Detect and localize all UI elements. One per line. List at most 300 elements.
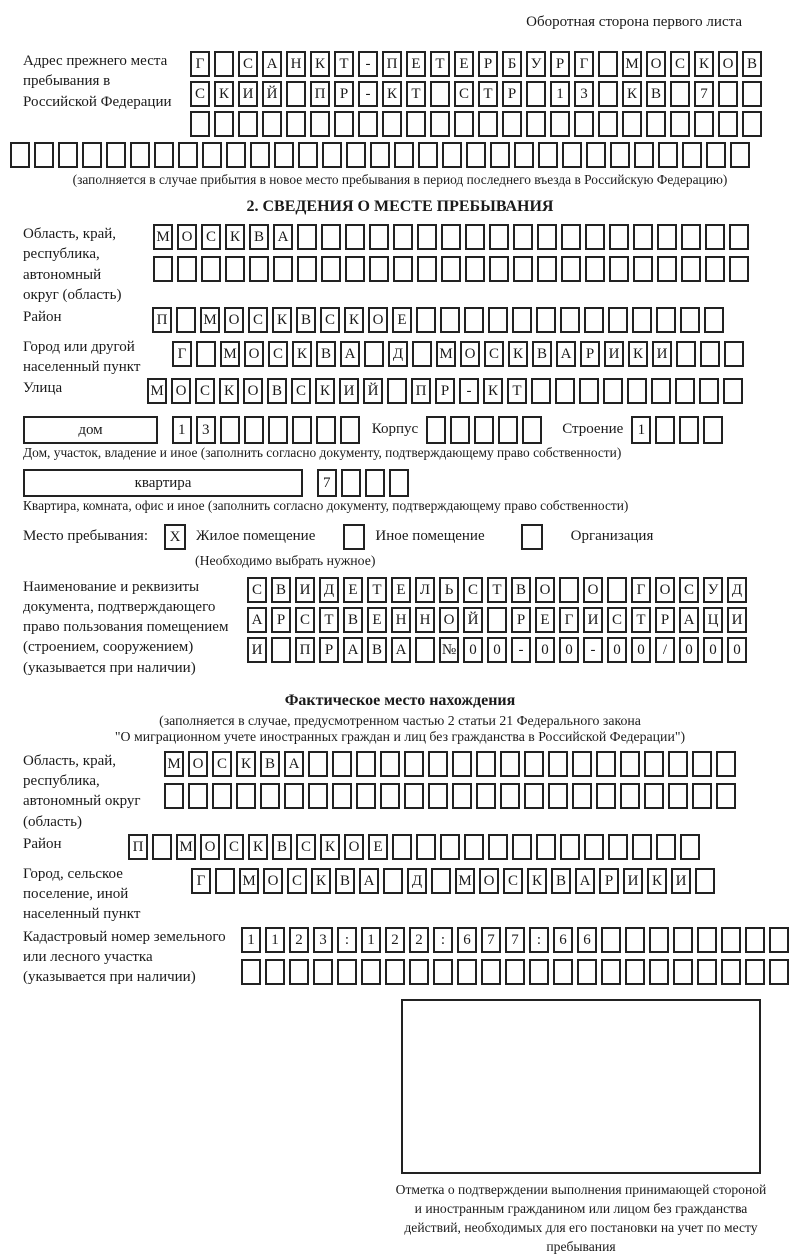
char-cell[interactable] [313,959,333,985]
char-cell[interactable]: 2 [385,927,405,953]
apartment-type-box[interactable]: квартира [23,469,303,497]
char-cell[interactable]: М [200,307,220,333]
char-cell[interactable] [457,959,477,985]
char-cell[interactable]: О [718,51,738,77]
char-cell[interactable]: М [153,224,173,250]
char-cell[interactable] [632,834,652,860]
char-cell[interactable] [130,142,150,168]
char-cell[interactable]: П [411,378,431,404]
char-cell[interactable] [440,307,460,333]
char-cell[interactable] [559,577,579,603]
char-cell[interactable]: А [391,637,411,663]
char-cell[interactable]: 6 [577,927,597,953]
char-cell[interactable]: М [164,751,184,777]
char-cell[interactable] [706,142,726,168]
char-cell[interactable]: Е [343,577,363,603]
char-cell[interactable] [334,111,354,137]
char-cell[interactable] [585,256,605,282]
char-cell[interactable] [356,751,376,777]
char-cell[interactable] [465,224,485,250]
char-cell[interactable]: 2 [289,927,309,953]
char-cell[interactable]: О [368,307,388,333]
char-cell[interactable]: С [247,577,267,603]
char-cell[interactable] [389,469,409,497]
char-cell[interactable]: И [623,868,643,894]
char-cell[interactable]: С [195,378,215,404]
char-cell[interactable]: П [128,834,148,860]
char-cell[interactable] [656,307,676,333]
char-cell[interactable]: Г [631,577,651,603]
char-cell[interactable]: В [272,834,292,860]
char-cell[interactable]: Т [406,81,426,107]
char-cell[interactable] [415,637,435,663]
char-cell[interactable]: И [652,341,672,367]
char-cell[interactable] [286,81,306,107]
char-cell[interactable]: В [511,577,531,603]
checkbox-zhiloe[interactable]: X [164,524,186,550]
char-cell[interactable] [365,469,385,497]
char-cell[interactable] [729,224,749,250]
char-cell[interactable]: В [271,577,291,603]
char-cell[interactable] [406,111,426,137]
char-cell[interactable]: К [527,868,547,894]
char-cell[interactable] [340,416,360,444]
char-cell[interactable] [383,868,403,894]
char-cell[interactable] [572,783,592,809]
char-cell[interactable] [260,783,280,809]
char-cell[interactable]: О [439,607,459,633]
char-cell[interactable]: М [622,51,642,77]
char-cell[interactable]: В [532,341,552,367]
char-cell[interactable]: 1 [265,927,285,953]
char-cell[interactable] [724,341,744,367]
char-cell[interactable] [58,142,78,168]
char-cell[interactable] [680,307,700,333]
char-cell[interactable]: С [248,307,268,333]
char-cell[interactable]: О [224,307,244,333]
char-cell[interactable] [596,751,616,777]
char-cell[interactable] [488,834,508,860]
char-cell[interactable] [431,868,451,894]
char-cell[interactable]: К [310,51,330,77]
char-cell[interactable]: П [295,637,315,663]
char-cell[interactable]: А [575,868,595,894]
char-cell[interactable] [416,307,436,333]
char-cell[interactable] [202,142,222,168]
char-cell[interactable] [716,783,736,809]
char-cell[interactable]: И [238,81,258,107]
char-cell[interactable]: А [679,607,699,633]
char-cell[interactable]: Г [190,51,210,77]
char-cell[interactable] [598,51,618,77]
char-cell[interactable] [596,783,616,809]
char-cell[interactable] [603,378,623,404]
char-cell[interactable]: В [646,81,666,107]
char-cell[interactable] [651,378,671,404]
char-cell[interactable] [450,416,470,444]
char-cell[interactable]: С [268,341,288,367]
char-cell[interactable] [387,378,407,404]
char-cell[interactable]: В [343,607,363,633]
char-cell[interactable]: Ц [703,607,723,633]
char-cell[interactable] [321,256,341,282]
char-cell[interactable] [537,224,557,250]
char-cell[interactable]: С [201,224,221,250]
char-cell[interactable]: К [382,81,402,107]
char-cell[interactable] [310,111,330,137]
char-cell[interactable] [341,469,361,497]
char-cell[interactable] [369,256,389,282]
char-cell[interactable]: Г [172,341,192,367]
char-cell[interactable] [418,142,438,168]
char-cell[interactable] [271,637,291,663]
char-cell[interactable] [178,142,198,168]
char-cell[interactable] [442,142,462,168]
char-cell[interactable] [680,834,700,860]
char-cell[interactable] [226,142,246,168]
char-cell[interactable] [560,307,580,333]
char-cell[interactable]: 0 [535,637,555,663]
char-cell[interactable]: К [292,341,312,367]
char-cell[interactable] [332,751,352,777]
char-cell[interactable]: № [439,637,459,663]
char-cell[interactable] [608,307,628,333]
char-cell[interactable]: / [655,637,675,663]
char-cell[interactable] [82,142,102,168]
char-cell[interactable]: Д [319,577,339,603]
char-cell[interactable] [673,927,693,953]
char-cell[interactable] [634,142,654,168]
char-cell[interactable] [769,927,789,953]
char-cell[interactable]: Д [388,341,408,367]
char-cell[interactable] [332,783,352,809]
char-cell[interactable]: О [177,224,197,250]
char-cell[interactable]: 6 [553,927,573,953]
char-cell[interactable]: Т [507,378,527,404]
char-cell[interactable] [522,416,542,444]
char-cell[interactable] [644,783,664,809]
char-cell[interactable] [682,142,702,168]
char-cell[interactable] [555,378,575,404]
char-cell[interactable]: Г [559,607,579,633]
char-cell[interactable]: К [344,307,364,333]
char-cell[interactable]: В [267,378,287,404]
char-cell[interactable] [700,341,720,367]
char-cell[interactable]: 1 [550,81,570,107]
char-cell[interactable]: У [703,577,723,603]
char-cell[interactable] [586,142,606,168]
char-cell[interactable] [177,256,197,282]
char-cell[interactable] [190,111,210,137]
char-cell[interactable] [322,142,342,168]
char-cell[interactable] [370,142,390,168]
char-cell[interactable] [452,751,472,777]
char-cell[interactable] [633,224,653,250]
char-cell[interactable]: Б [502,51,522,77]
char-cell[interactable] [380,783,400,809]
char-cell[interactable]: А [359,868,379,894]
char-cell[interactable]: К [219,378,239,404]
char-cell[interactable] [489,256,509,282]
char-cell[interactable] [428,751,448,777]
char-cell[interactable] [658,142,678,168]
char-cell[interactable]: А [343,637,363,663]
char-cell[interactable]: Е [454,51,474,77]
char-cell[interactable]: Й [262,81,282,107]
char-cell[interactable] [153,256,173,282]
char-cell[interactable] [292,416,312,444]
char-cell[interactable]: И [247,637,267,663]
char-cell[interactable]: : [433,927,453,953]
char-cell[interactable]: К [622,81,642,107]
char-cell[interactable]: А [247,607,267,633]
char-cell[interactable]: Р [599,868,619,894]
char-cell[interactable] [675,378,695,404]
char-cell[interactable] [417,224,437,250]
char-cell[interactable] [345,224,365,250]
char-cell[interactable] [106,142,126,168]
char-cell[interactable]: 1 [361,927,381,953]
char-cell[interactable] [465,256,485,282]
char-cell[interactable]: Р [478,51,498,77]
char-cell[interactable]: Е [406,51,426,77]
char-cell[interactable] [524,751,544,777]
char-cell[interactable]: Т [487,577,507,603]
char-cell[interactable] [721,959,741,985]
char-cell[interactable] [476,783,496,809]
char-cell[interactable]: О [479,868,499,894]
char-cell[interactable]: Т [367,577,387,603]
char-cell[interactable]: Е [391,577,411,603]
char-cell[interactable] [609,224,629,250]
char-cell[interactable] [188,783,208,809]
char-cell[interactable]: - [583,637,603,663]
char-cell[interactable]: : [337,927,357,953]
char-cell[interactable]: Р [435,378,455,404]
char-cell[interactable] [244,416,264,444]
char-cell[interactable] [361,959,381,985]
char-cell[interactable] [649,927,669,953]
char-cell[interactable]: К [647,868,667,894]
char-cell[interactable]: К [694,51,714,77]
char-cell[interactable]: М [220,341,240,367]
char-cell[interactable]: Н [391,607,411,633]
char-cell[interactable]: И [583,607,603,633]
house-type-box[interactable]: дом [23,416,158,444]
char-cell[interactable]: В [551,868,571,894]
char-cell[interactable] [699,378,719,404]
char-cell[interactable]: Р [319,637,339,663]
char-cell[interactable]: М [455,868,475,894]
char-cell[interactable] [417,256,437,282]
char-cell[interactable]: Р [502,81,522,107]
char-cell[interactable]: Й [363,378,383,404]
char-cell[interactable]: Р [550,51,570,77]
char-cell[interactable] [164,783,184,809]
char-cell[interactable] [670,111,690,137]
char-cell[interactable]: 2 [409,927,429,953]
char-cell[interactable] [526,111,546,137]
char-cell[interactable] [474,416,494,444]
char-cell[interactable] [215,868,235,894]
char-cell[interactable]: Т [631,607,651,633]
char-cell[interactable] [703,416,723,444]
char-cell[interactable] [572,751,592,777]
char-cell[interactable]: С [320,307,340,333]
char-cell[interactable] [505,959,525,985]
char-cell[interactable] [454,111,474,137]
char-cell[interactable] [487,607,507,633]
char-cell[interactable] [681,256,701,282]
char-cell[interactable] [529,959,549,985]
char-cell[interactable] [657,256,677,282]
char-cell[interactable] [657,224,677,250]
char-cell[interactable] [679,416,699,444]
char-cell[interactable] [560,834,580,860]
char-cell[interactable] [214,51,234,77]
char-cell[interactable] [464,307,484,333]
char-cell[interactable] [364,341,384,367]
char-cell[interactable] [538,142,558,168]
char-cell[interactable] [502,111,522,137]
char-cell[interactable] [286,111,306,137]
char-cell[interactable]: С [291,378,311,404]
char-cell[interactable]: У [526,51,546,77]
char-cell[interactable]: О [263,868,283,894]
char-cell[interactable]: А [262,51,282,77]
char-cell[interactable]: М [239,868,259,894]
char-cell[interactable] [513,224,533,250]
char-cell[interactable] [393,224,413,250]
char-cell[interactable]: П [152,307,172,333]
char-cell[interactable] [598,81,618,107]
char-cell[interactable] [476,751,496,777]
char-cell[interactable] [668,751,688,777]
char-cell[interactable] [561,256,581,282]
char-cell[interactable] [745,959,765,985]
char-cell[interactable]: Р [511,607,531,633]
char-cell[interactable] [346,142,366,168]
char-cell[interactable]: С [287,868,307,894]
char-cell[interactable]: Т [430,51,450,77]
char-cell[interactable] [721,927,741,953]
char-cell[interactable] [531,378,551,404]
char-cell[interactable]: В [316,341,336,367]
char-cell[interactable] [512,307,532,333]
char-cell[interactable]: И [339,378,359,404]
char-cell[interactable] [394,142,414,168]
char-cell[interactable] [274,142,294,168]
char-cell[interactable] [536,834,556,860]
char-cell[interactable] [385,959,405,985]
char-cell[interactable] [670,81,690,107]
char-cell[interactable] [723,378,743,404]
char-cell[interactable] [154,142,174,168]
char-cell[interactable]: 7 [481,927,501,953]
char-cell[interactable] [250,142,270,168]
char-cell[interactable] [500,751,520,777]
char-cell[interactable] [249,256,269,282]
char-cell[interactable] [562,142,582,168]
char-cell[interactable] [608,834,628,860]
char-cell[interactable]: 0 [679,637,699,663]
char-cell[interactable] [498,416,518,444]
char-cell[interactable]: К [315,378,335,404]
char-cell[interactable]: Т [478,81,498,107]
char-cell[interactable]: Г [574,51,594,77]
char-cell[interactable]: И [604,341,624,367]
char-cell[interactable] [577,959,597,985]
char-cell[interactable]: С [296,834,316,860]
char-cell[interactable] [500,783,520,809]
char-cell[interactable] [440,834,460,860]
char-cell[interactable]: 3 [313,927,333,953]
char-cell[interactable]: С [295,607,315,633]
char-cell[interactable]: О [535,577,555,603]
char-cell[interactable]: Т [334,51,354,77]
char-cell[interactable] [524,783,544,809]
char-cell[interactable] [441,256,461,282]
char-cell[interactable]: П [310,81,330,107]
char-cell[interactable] [481,959,501,985]
char-cell[interactable]: 0 [463,637,483,663]
char-cell[interactable] [526,81,546,107]
char-cell[interactable]: С [238,51,258,77]
char-cell[interactable]: Л [415,577,435,603]
char-cell[interactable] [598,111,618,137]
char-cell[interactable] [392,834,412,860]
char-cell[interactable] [692,751,712,777]
char-cell[interactable] [308,783,328,809]
char-cell[interactable]: О [583,577,603,603]
char-cell[interactable] [404,783,424,809]
char-cell[interactable] [627,378,647,404]
char-cell[interactable] [241,959,261,985]
char-cell[interactable] [609,256,629,282]
char-cell[interactable]: О [460,341,480,367]
char-cell[interactable] [579,378,599,404]
char-cell[interactable]: О [244,341,264,367]
char-cell[interactable]: А [340,341,360,367]
char-cell[interactable]: О [655,577,675,603]
char-cell[interactable]: О [188,751,208,777]
char-cell[interactable]: Р [271,607,291,633]
char-cell[interactable] [673,959,693,985]
char-cell[interactable] [298,142,318,168]
char-cell[interactable] [416,834,436,860]
char-cell[interactable]: К [320,834,340,860]
char-cell[interactable]: 0 [487,637,507,663]
char-cell[interactable] [321,224,341,250]
checkbox-organizaciya[interactable] [521,524,543,550]
char-cell[interactable] [316,416,336,444]
char-cell[interactable]: М [176,834,196,860]
char-cell[interactable] [561,224,581,250]
char-cell[interactable]: О [646,51,666,77]
char-cell[interactable] [694,111,714,137]
char-cell[interactable]: Д [727,577,747,603]
char-cell[interactable]: О [171,378,191,404]
char-cell[interactable]: Е [367,607,387,633]
char-cell[interactable]: В [296,307,316,333]
char-cell[interactable] [430,111,450,137]
char-cell[interactable] [176,307,196,333]
char-cell[interactable] [692,783,712,809]
char-cell[interactable] [512,834,532,860]
char-cell[interactable] [548,751,568,777]
char-cell[interactable] [681,224,701,250]
char-cell[interactable] [742,111,762,137]
